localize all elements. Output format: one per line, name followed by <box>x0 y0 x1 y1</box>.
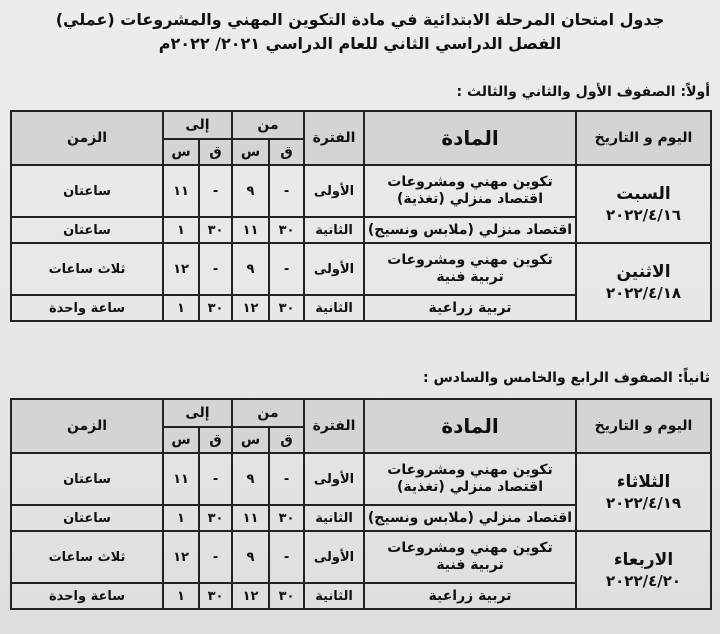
subject-line: تربية زراعية <box>428 299 512 316</box>
day-date: ٢٠٢٢/٤/٢٠ <box>605 572 682 590</box>
schedule-table-2 <box>10 398 712 610</box>
day-date: ٢٠٢٢/٤/١٩ <box>605 494 682 512</box>
from-q-cell: - <box>269 165 304 217</box>
period-cell: الثانية <box>304 583 364 609</box>
header-row <box>11 399 711 427</box>
from-q-cell: - <box>269 531 304 583</box>
subject-cell <box>364 583 576 609</box>
from-q-header: ق <box>269 139 304 165</box>
to-s-cell: ١٢ <box>163 243 199 295</box>
duration-cell: ساعتان <box>11 505 163 531</box>
document-header <box>0 8 720 56</box>
from-s-cell: ١١ <box>232 505 269 531</box>
from-s-cell: ١٢ <box>232 295 269 321</box>
from-s-cell: ١١ <box>232 217 269 243</box>
to-s-cell: ١١ <box>163 165 199 217</box>
from-q-cell: ٣٠ <box>269 505 304 531</box>
from-q-cell: ٣٠ <box>269 295 304 321</box>
table-row <box>11 453 711 505</box>
subject-line: تربية فنية <box>436 269 504 285</box>
col-duration-header: الزمن <box>11 111 163 165</box>
day-cell <box>576 243 711 321</box>
col-subject-header: المادة <box>364 399 576 453</box>
subject-cell <box>364 165 576 217</box>
to-s-cell: ١٢ <box>163 531 199 583</box>
header-title: جدول امتحان المرحلة الابتدائية في مادة التكوين المهني والمشروعات (عملي) <box>55 10 665 29</box>
day-name: الاربعاء <box>613 550 674 570</box>
to-s-cell: ١ <box>163 583 199 609</box>
period-cell: الثانية <box>304 505 364 531</box>
from-s-cell: ١٢ <box>232 583 269 609</box>
to-q-cell: ٣٠ <box>199 505 232 531</box>
day-date: ٢٠٢٢/٤/١٨ <box>605 284 682 302</box>
period-cell: الأولى <box>304 531 364 583</box>
table-row <box>11 243 711 295</box>
schedule-table-1 <box>10 110 712 322</box>
to-q-cell: - <box>199 453 232 505</box>
to-s-header: س <box>163 139 199 165</box>
to-q-cell: - <box>199 531 232 583</box>
from-s-cell: ٩ <box>232 165 269 217</box>
table-row <box>11 531 711 583</box>
to-q-cell: - <box>199 165 232 217</box>
col-day-header: اليوم و التاريخ <box>576 111 711 165</box>
from-s-cell: ٩ <box>232 453 269 505</box>
to-q-cell: ٣٠ <box>199 583 232 609</box>
subject-line: اقتصاد منزلي (تغذية) <box>397 479 543 495</box>
duration-cell: ساعتان <box>11 217 163 243</box>
from-s-cell: ٩ <box>232 243 269 295</box>
col-to-header: إلى <box>163 111 232 139</box>
to-s-cell: ١ <box>163 217 199 243</box>
subject-line: تكوين مهني ومشروعات <box>387 462 553 478</box>
col-period-header: الفترة <box>304 399 364 453</box>
from-q-cell: - <box>269 453 304 505</box>
day-name: الاثنين <box>616 262 671 282</box>
subject-line: تكوين مهني ومشروعات <box>387 174 553 190</box>
subject-line: تربية زراعية <box>428 587 512 604</box>
col-from-header: من <box>232 111 304 139</box>
table-row <box>11 165 711 217</box>
col-subject-header: المادة <box>364 111 576 165</box>
subject-line: اقتصاد منزلي (ملابس ونسيج) <box>367 509 573 526</box>
day-cell <box>576 453 711 531</box>
period-cell: الثانية <box>304 295 364 321</box>
day-date: ٢٠٢٢/٤/١٦ <box>605 206 682 224</box>
period-cell: الأولى <box>304 243 364 295</box>
duration-cell: ساعة واحدة <box>11 583 163 609</box>
subject-line: تربية فنية <box>436 557 504 573</box>
section-2-title: ثانياً: الصفوف الرابع والخامس والسادس : <box>423 370 710 386</box>
duration-cell: ثلاث ساعات <box>11 243 163 295</box>
subject-line: اقتصاد منزلي (تغذية) <box>397 191 543 207</box>
to-s-cell: ١ <box>163 295 199 321</box>
from-s-header: س <box>232 139 269 165</box>
period-cell: الأولى <box>304 165 364 217</box>
duration-cell: ساعتان <box>11 165 163 217</box>
col-duration-header: الزمن <box>11 399 163 453</box>
subject-line: تكوين مهني ومشروعات <box>387 540 553 556</box>
section-1-title: أولاً: الصفوف الأول والثاني والثالث : <box>456 84 710 100</box>
col-day-header: اليوم و التاريخ <box>576 399 711 453</box>
header-row <box>11 111 711 139</box>
duration-cell: ثلاث ساعات <box>11 531 163 583</box>
duration-cell: ساعة واحدة <box>11 295 163 321</box>
subject-line: اقتصاد منزلي (ملابس ونسيج) <box>367 221 573 238</box>
day-cell <box>576 165 711 243</box>
subject-cell <box>364 217 576 243</box>
from-q-cell: ٣٠ <box>269 583 304 609</box>
to-s-header: س <box>163 427 199 453</box>
subject-cell <box>364 505 576 531</box>
subject-cell <box>364 243 576 295</box>
to-q-header: ق <box>199 427 232 453</box>
from-q-cell: ٣٠ <box>269 217 304 243</box>
period-cell: الثانية <box>304 217 364 243</box>
to-q-cell: ٣٠ <box>199 217 232 243</box>
day-name: السبت <box>616 184 671 204</box>
day-name: الثلاثاء <box>616 472 671 492</box>
to-q-header: ق <box>199 139 232 165</box>
to-s-cell: ١١ <box>163 453 199 505</box>
header-subtitle: الفصل الدراسي الثاني للعام الدراسي ٢٠٢١/ ٢٠٢٢م <box>158 34 562 53</box>
to-q-cell: ٣٠ <box>199 295 232 321</box>
period-cell: الأولى <box>304 453 364 505</box>
from-q-header: ق <box>269 427 304 453</box>
from-s-cell: ٩ <box>232 531 269 583</box>
subject-cell <box>364 295 576 321</box>
subject-cell <box>364 531 576 583</box>
day-cell <box>576 531 711 609</box>
from-s-header: س <box>232 427 269 453</box>
to-q-cell: - <box>199 243 232 295</box>
col-period-header: الفترة <box>304 111 364 165</box>
col-from-header: من <box>232 399 304 427</box>
duration-cell: ساعتان <box>11 453 163 505</box>
subject-cell <box>364 453 576 505</box>
col-to-header: إلى <box>163 399 232 427</box>
from-q-cell: - <box>269 243 304 295</box>
to-s-cell: ١ <box>163 505 199 531</box>
subject-line: تكوين مهني ومشروعات <box>387 252 553 268</box>
